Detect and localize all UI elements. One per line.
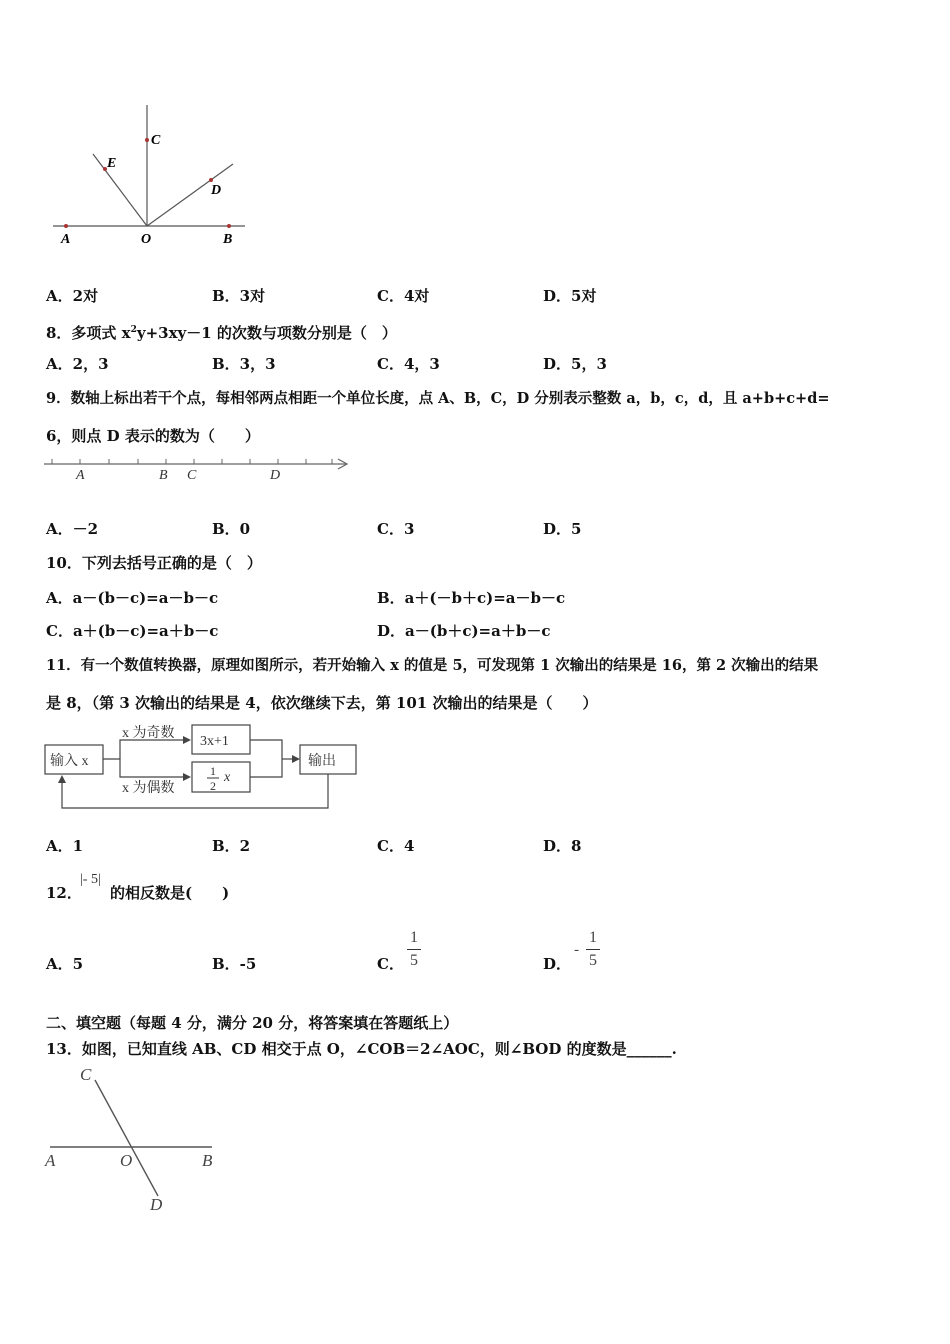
q12-option-c[interactable]: C． [377,955,404,973]
flow-even-num: 1 [210,764,216,778]
q12-option-d-fraction: 1 5 [586,929,600,970]
q13-label-a: A [45,1151,56,1170]
q9-option-c[interactable]: C．3 [377,520,415,538]
label-d: D [211,183,222,198]
q12-option-d[interactable]: D． [543,955,572,973]
q10-option-a[interactable]: A．a－(b－c)=a－b－c [46,589,219,607]
q9-stem-line2: 6，则点 D 表示的数为（ ） [46,427,260,445]
q12-abs-value: |- 5| [80,872,101,887]
q8-option-b[interactable]: B．3，3 [212,355,276,373]
q13-label-b: B [202,1151,213,1170]
q7-angle-figure [45,100,255,250]
axis-label-c: C [187,468,197,483]
q8-option-d[interactable]: D．5，3 [543,355,607,373]
q12-option-b[interactable]: B．-5 [212,955,257,973]
q9-option-d[interactable]: D．5 [543,520,582,538]
q12-stem: 的相反数是( ) [110,884,230,902]
q8-option-a[interactable]: A．2，3 [46,355,109,373]
q9-option-a[interactable]: A．－2 [46,520,99,538]
q12-option-d-sign: - [574,942,579,958]
q11-option-a[interactable]: A．1 [46,837,84,855]
q13-lines-figure [40,1062,230,1220]
q11-stem-line1: 11．有一个数值转换器，原理如图所示，若开始输入 x 的值是 5，可发现第 1 次输出的结果是 16，第 2 次输出的结果 [46,657,819,674]
q9-number-line [44,452,354,486]
q8-stem: 8．多项式 $x^2y+3xy-1$ 的次数与项数分别是（ ） [46,324,397,342]
q11-option-c[interactable]: C．4 [377,837,415,855]
q12-option-a[interactable]: A．5 [46,955,84,973]
q7-option-c[interactable]: C．4对 [377,287,430,305]
flow-even-label: x 为偶数 [122,781,175,796]
section2-title: 二、填空题（每题 4 分，满分 20 分，将答案填在答题纸上） [46,1014,459,1032]
flow-input: 输入 x [50,754,89,769]
q13-stem: 13．如图，已知直线 AB、CD 相交于点 O，∠COB＝2∠AOC，则∠BOD 的度数是______. [46,1040,677,1058]
flow-odd-label: x 为奇数 [122,726,175,741]
q11-option-d[interactable]: D．8 [543,837,582,855]
q10-option-d[interactable]: D．a－(b＋c)=a＋b－c [377,622,551,640]
q11-stem-line2: 是 8，（第 3 次输出的结果是 4，依次继续下去，第 101 次输出的结果是（ ） [46,694,598,712]
q13-label-c: C [80,1065,92,1084]
label-o: O [141,232,152,247]
flow-even-den: 2 [210,779,216,793]
q12-number: 12． [46,884,82,902]
q10-option-c[interactable]: C．a＋(b－c)=a＋b－c [46,622,219,640]
q10-stem: 10．下列去括号正确的是（ ） [46,554,262,572]
flow-even-var: x [224,770,231,785]
flow-odd-op: 3x+1 [200,734,229,749]
label-b: B [223,232,233,247]
label-e: E [107,156,117,171]
q11-flowchart [44,720,364,812]
q8-option-c[interactable]: C．4，3 [377,355,440,373]
q7-option-a[interactable]: A．2对 [46,287,99,305]
axis-label-a: A [76,468,85,483]
q13-label-o: O [120,1151,133,1170]
q7-option-d[interactable]: D．5对 [543,287,597,305]
q9-option-b[interactable]: B．0 [212,520,251,538]
q12-option-c-fraction: 1 5 [407,929,421,970]
q10-option-b[interactable]: B．a＋(－b＋c)=a－b－c [377,589,566,607]
label-a: A [61,232,71,247]
flow-output: 输出 [308,754,336,769]
label-c: C [151,133,161,148]
axis-label-b: B [159,468,168,483]
q7-option-b[interactable]: B．3对 [212,287,266,305]
q13-label-d: D [150,1195,163,1214]
q9-stem-line1: 9．数轴上标出若干个点，每相邻两点相距一个单位长度，点 A、B，C，D 分别表示整数 a，b，c，d，且 a+b+c+d= [46,390,830,407]
q11-option-b[interactable]: B．2 [212,837,251,855]
axis-label-d: D [270,468,281,483]
